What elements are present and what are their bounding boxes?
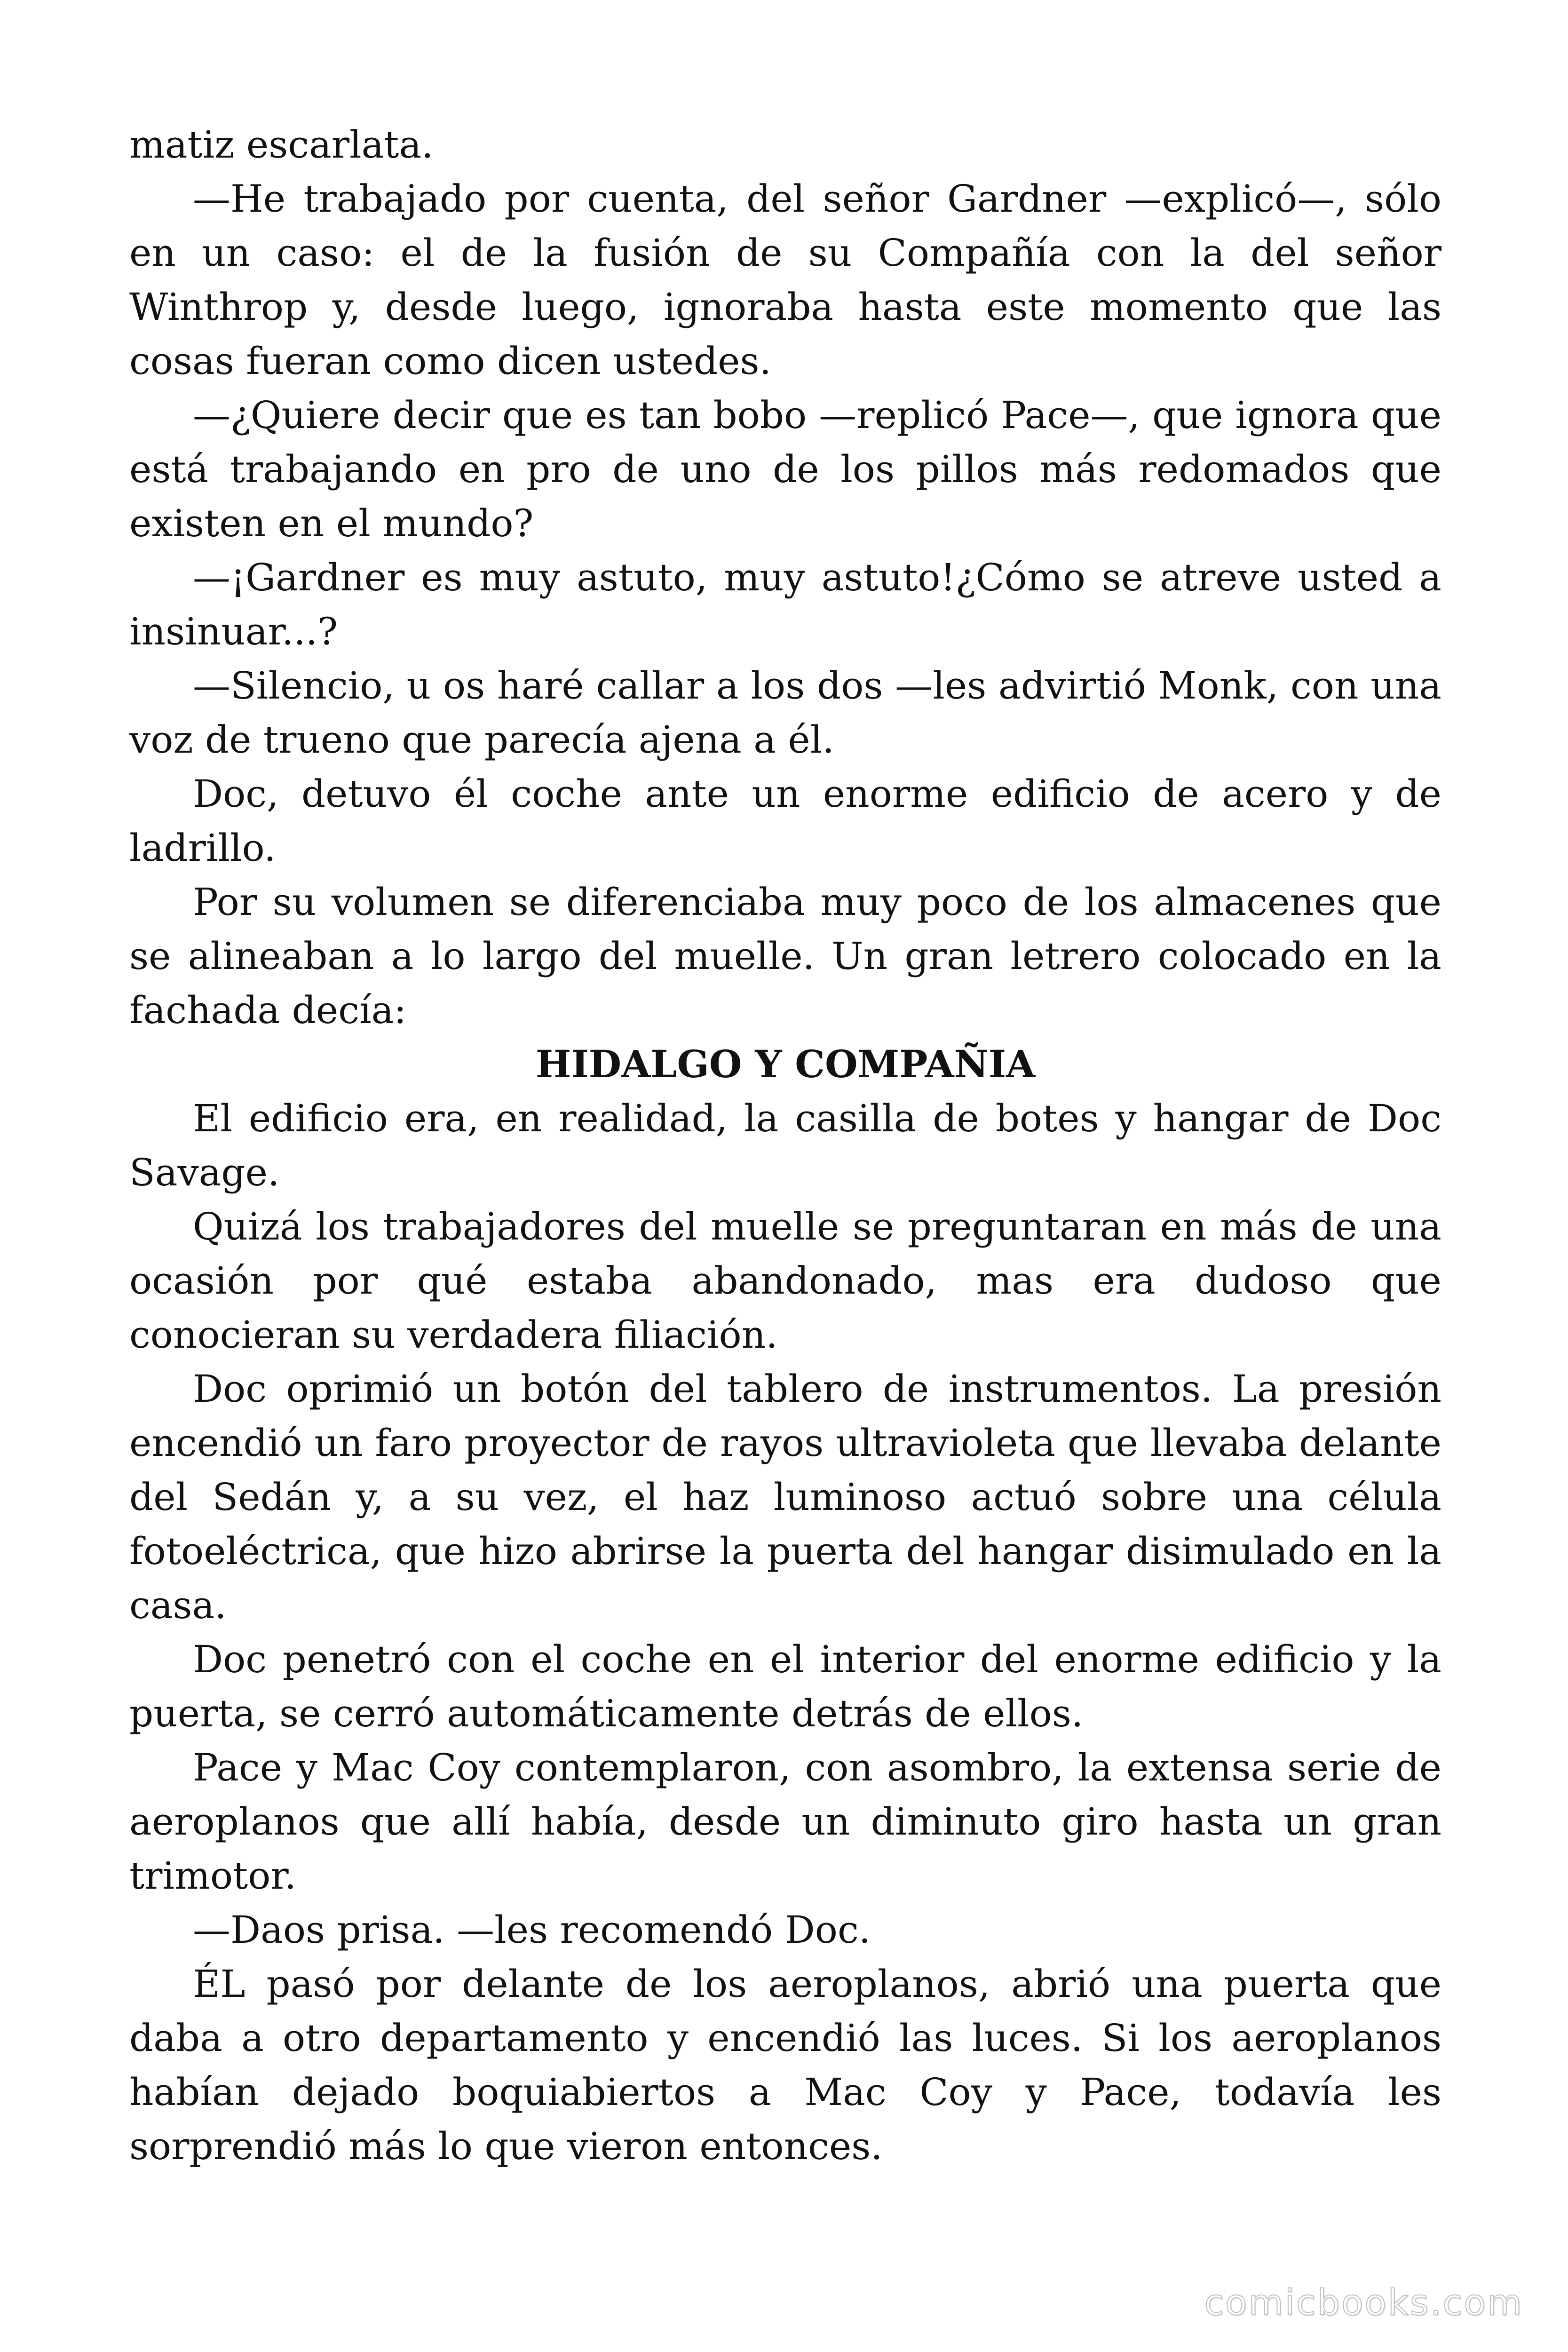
- paragraph-1: matiz escarlata.: [129, 123, 434, 167]
- paragraph-6: Doc, detuvo él coche ante un enorme edificio de acero y de ladrillo.: [129, 772, 1441, 870]
- body-text: [129, 118, 1441, 2173]
- paragraph-15: ÉL pasó por delante de los aeroplanos, abrió una puerta que daba a otro departamento y encendió las luces. Si los aeroplanos habían dejado boquiabiertos a Mac Coy y Pace, todavía les sorprendió más lo que vieron entonces.: [129, 1962, 1441, 2168]
- paragraph-12: Doc penetró con el coche en el interior del enorme edificio y la puerta, se cerró automáticamente detrás de ellos.: [129, 1637, 1441, 1735]
- paragraph-4: —¡Gardner es muy astuto, muy astuto!¿Cómo se atreve usted a insinuar...?: [129, 556, 1441, 653]
- paragraph-7: Por su volumen se diferenciaba muy poco de los almacenes que se alineaban a lo largo del muelle. Un gran letrero colocado en la fachada decía:: [129, 880, 1441, 1032]
- paragraph-3: —¿Quiere decir que es tan bobo —replicó Pace—, que ignora que está trabajando en pro de uno de los pillos más redomados que existen en el mundo?: [129, 393, 1441, 545]
- sign-heading: HIDALGO Y COMPAÑIA: [535, 1042, 1036, 1086]
- paragraph-13: Pace y Mac Coy contemplaron, con asombro, la extensa serie de aeroplanos que allí había, desde un diminuto giro hasta un gran trimotor.: [129, 1746, 1441, 1898]
- paragraph-9: El edificio era, en realidad, la casilla de botes y hangar de Doc Savage.: [129, 1097, 1441, 1194]
- paragraph-14: —Daos prisa. —les recomendó Doc.: [193, 1908, 871, 1952]
- paragraph-10: Quizá los trabajadores del muelle se preguntaran en más de una ocasión por qué estaba abandonado, mas era dudoso que conocieran su verdadera filiación.: [129, 1205, 1441, 1357]
- paragraph-5: —Silencio, u os haré callar a los dos —les advirtió Monk, con una voz de trueno que parecía ajena a él.: [129, 664, 1441, 762]
- watermark: comicbooks.com: [1204, 2281, 1523, 2323]
- paragraph-11: Doc oprimió un botón del tablero de instrumentos. La presión encendió un faro proyector de rayos ultravioleta que llevaba delante del Sedán y, a su vez, el haz luminoso actuó sobre una célula fotoeléctrica, que hizo abrirse la puerta del hangar disimulado en la casa.: [129, 1367, 1441, 1627]
- paragraph-2: —He trabajado por cuenta, del señor Gardner —explicó—, sólo en un caso: el de la fusión de su Compañía con la del señor Winthrop y, desde luego, ignoraba hasta este momento que las cosas fueran como dicen ustedes.: [129, 177, 1441, 383]
